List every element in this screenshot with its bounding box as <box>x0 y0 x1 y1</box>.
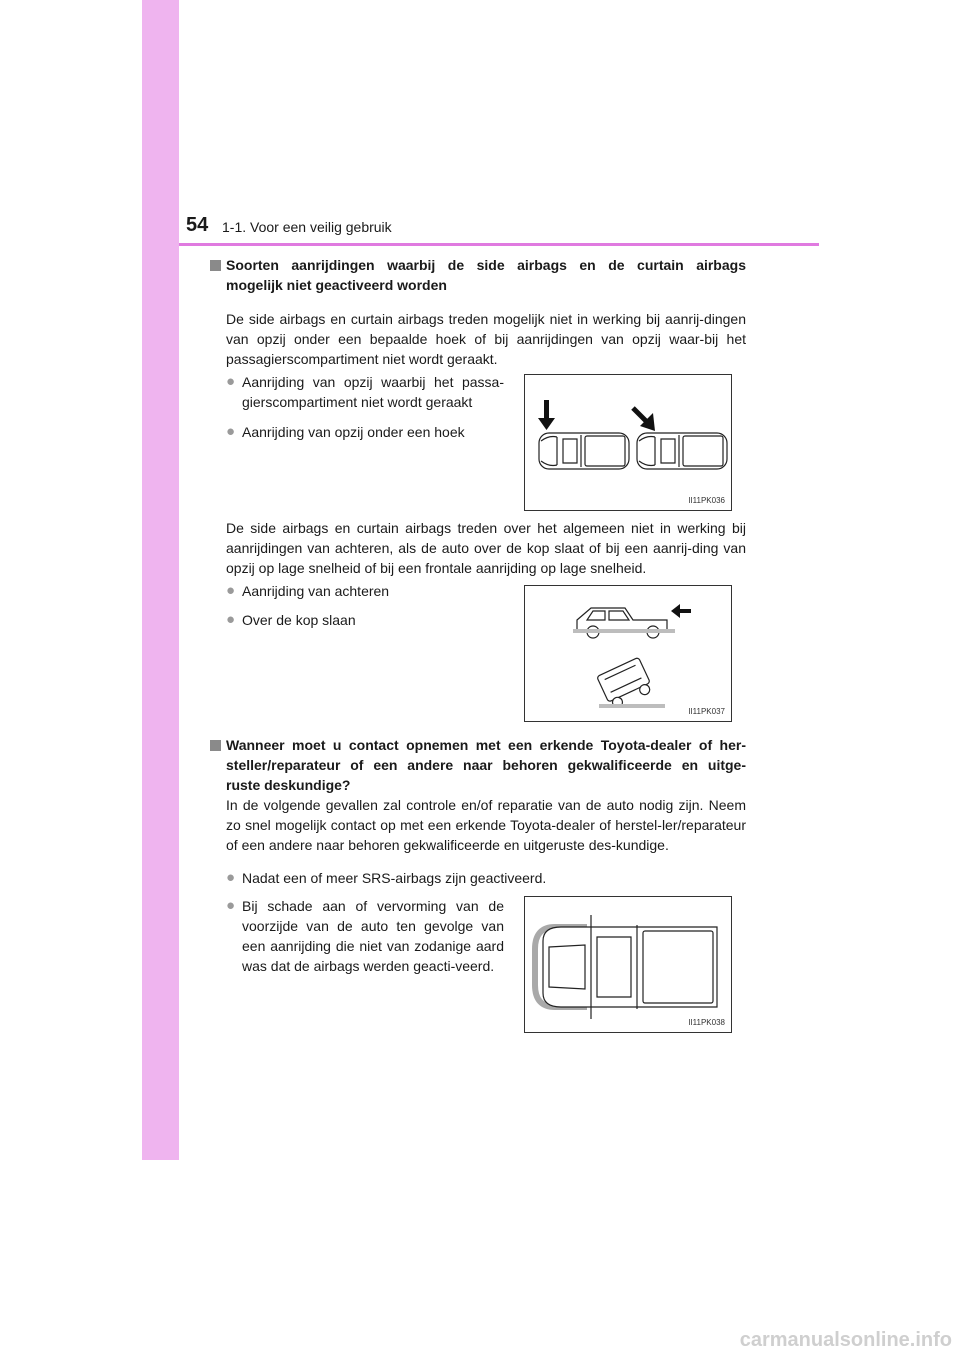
round-bullet-icon: ● <box>226 611 236 628</box>
bullet-item-2 <box>226 896 504 976</box>
arrow-diagonal-icon <box>633 408 655 431</box>
pickup-truck-icon <box>539 433 629 469</box>
side-collision-illustration <box>525 375 733 512</box>
section2-heading: Wanneer moet u contact opnemen met een erkende Toyota-dealer of her- steller/reparateur of een andere naar behoren gekwalificeerde en uitge- ruste deskundige? <box>210 735 746 795</box>
round-bullet-icon: ● <box>226 897 236 914</box>
figure-code: II11PK038 <box>688 1018 725 1027</box>
pickup-truck-icon <box>637 433 727 469</box>
sidebar-tab <box>142 0 179 1160</box>
figure-code: II11PK036 <box>688 496 725 505</box>
square-bullet-icon <box>210 740 221 751</box>
round-bullet-icon: ● <box>226 582 236 599</box>
section1-para1: De side airbags en curtain airbags treden mogelijk niet in werking bij aanrij-dingen van opzij onder een bepaalde hoek of bij aanrijdingen van opzij waar-bij het passagierscompartiment niet wordt geraakt. <box>226 311 746 367</box>
section1-para2: De side airbags en curtain airbags treden over het algemeen niet in werking bij aanrijdingen van achteren, als de auto over de kop slaat of bij een aanrij-ding van opzij op lage snelheid of bij een frontale aanrijding op lage snelheid. <box>226 520 746 576</box>
list-item: ● Nadat een of meer SRS-airbags zijn geactiveerd. <box>226 869 547 886</box>
figure-rear-rollover <box>524 585 732 722</box>
rear-rollover-illustration <box>525 586 733 723</box>
header-rule <box>179 243 819 246</box>
list-item: ● Over de kop slaan <box>226 611 356 628</box>
list-item: ● Aanrijding van opzij waarbij het passa-gierscompartiment niet wordt geraakt <box>226 373 504 410</box>
list-item: ● Bij schade aan of vervorming van de voorzijde van de auto ten gevolge van een aanrijding die niet van zodanige aard was dat de airbags werden geacti-veerd. <box>226 897 504 974</box>
pickup-truck-icon <box>597 657 654 710</box>
list-item: ● Aanrijding van opzij onder een hoek <box>226 423 465 440</box>
figure-code: II11PK037 <box>688 707 725 716</box>
figure-front-damage <box>524 896 732 1033</box>
figure-side-collision <box>524 374 732 511</box>
round-bullet-icon: ● <box>226 373 236 390</box>
section2-para: In de volgende gevallen zal controle en/of reparatie van de auto nodig zijn. Neem zo snel mogelijk contact op met een erkende Toyota-dealer of herstel-ler/reparateur of een andere naar behoren gekwalificeerde en uitgeruste des-kundige. <box>226 797 746 853</box>
square-bullet-icon <box>210 260 221 271</box>
bullet-list-1 <box>226 372 504 442</box>
arrow-left-icon <box>671 604 691 618</box>
watermark: carmanualsonline.info <box>739 1329 952 1351</box>
round-bullet-icon: ● <box>226 869 236 886</box>
section1-heading: Soorten aanrijdingen waarbij de side airbags en de curtain airbags mogelijk niet geactiveerd worden <box>210 255 746 295</box>
page-number: 54 <box>186 214 209 236</box>
front-damage-illustration <box>525 897 733 1034</box>
pickup-truck-icon <box>543 915 717 1019</box>
pickup-truck-icon <box>577 608 667 638</box>
bullet-item-1 <box>226 868 746 888</box>
round-bullet-icon: ● <box>226 423 236 440</box>
bullet-list-2 <box>226 581 504 630</box>
arrow-down-icon <box>538 400 555 430</box>
list-item: ● Aanrijding van achteren <box>226 582 390 599</box>
section-title: 1-1. Voor een veilig gebruik <box>222 219 392 235</box>
